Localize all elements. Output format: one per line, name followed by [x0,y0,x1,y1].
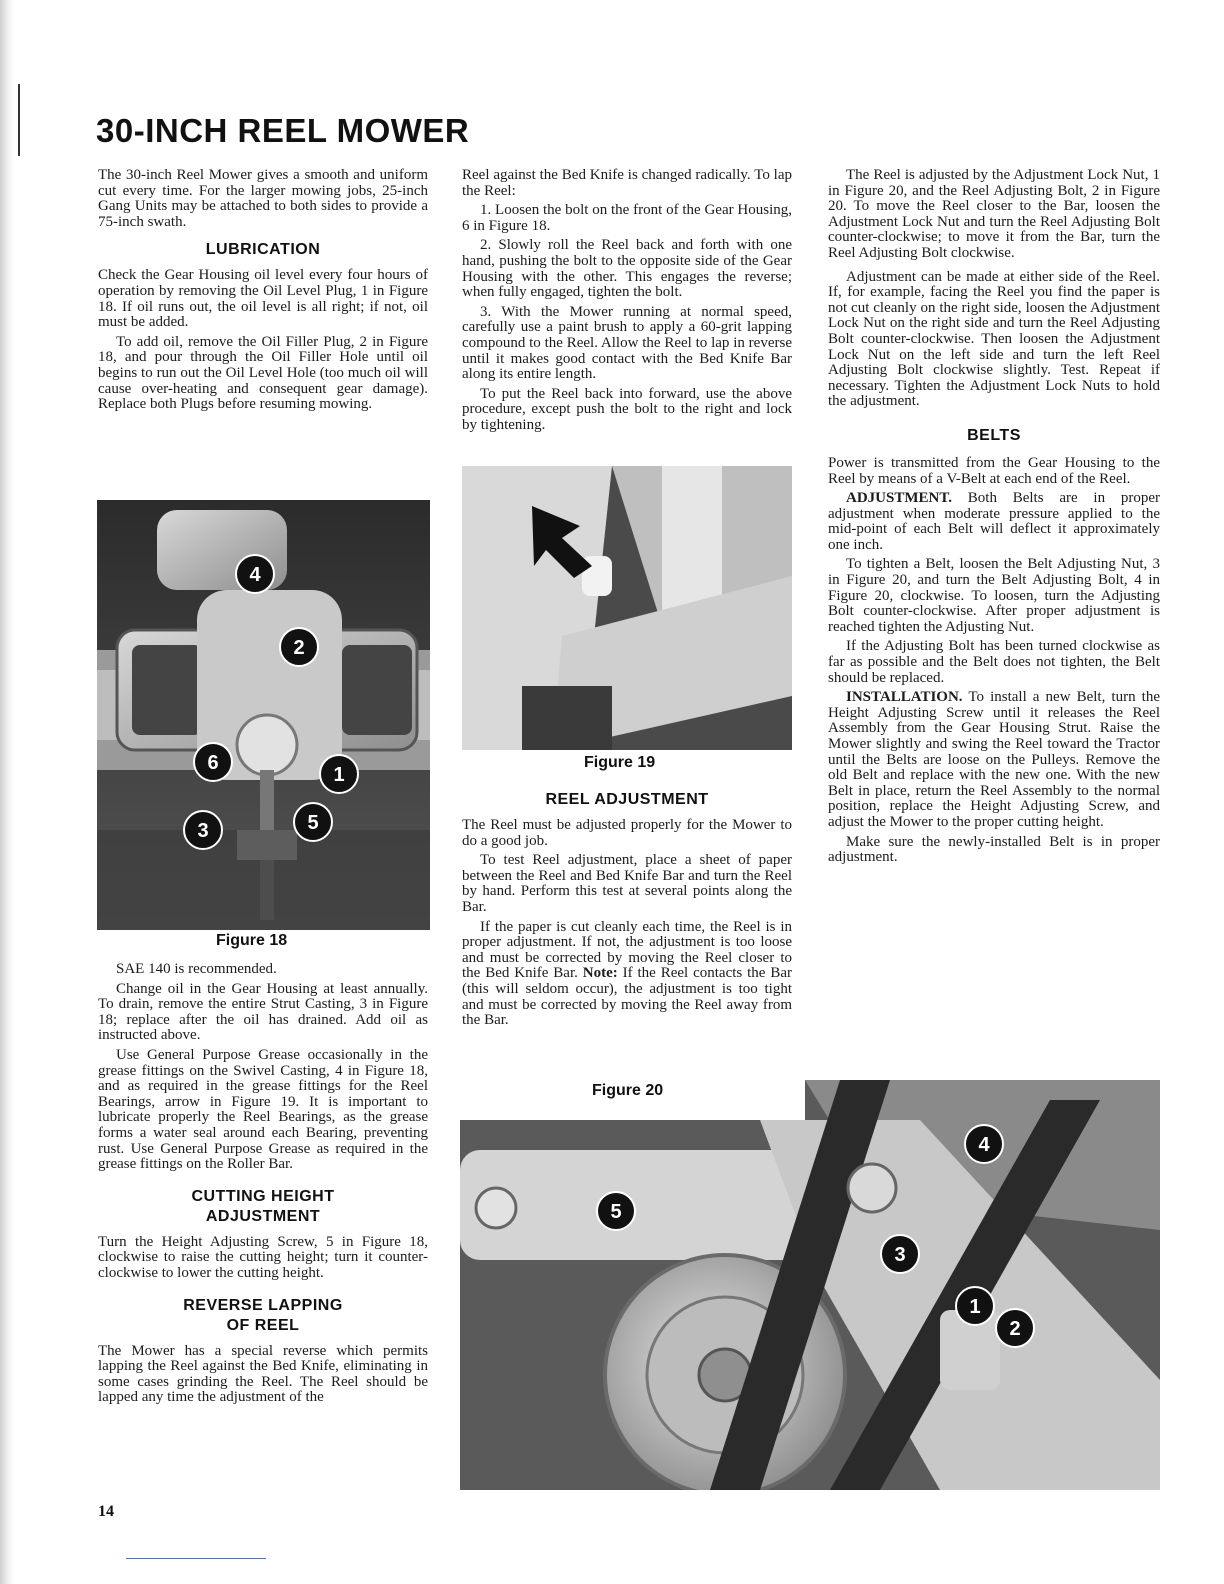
callout-1 [320,755,358,793]
figure-18-caption: Figure 18 [216,932,288,949]
reel-adjustment-paragraph-3b: If the Reel contacts the Bar (this will seldom occur), the adjustment is too tight and must be corrected by moving the Reel away from the Bar. [462,965,792,1029]
callout-1 [956,1287,994,1325]
fig20-callout-4-label: 4 [978,1134,990,1156]
forward-paragraph: To put the Reel back into forward, use the above procedure, except push the bolt to the right and lock by tightening. [462,385,792,433]
belts-adjustment-paragraph [828,491,1160,553]
continued-paragraph: Reel against the Bed Knife is changed radically. To lap the Reel: [462,167,792,199]
sae-paragraph: SAE 140 is recommended. [116,961,277,977]
column-3 [828,168,1160,870]
cutting-height-heading-line-1: CUTTING HEIGHT [191,1187,335,1205]
callout-2 [996,1309,1034,1347]
fig20-callout-1-label: 1 [969,1296,981,1318]
belts-installation-paragraph [828,690,1160,830]
column-1-lower [98,962,428,1410]
callout-3 [184,811,222,849]
callout-2-label: 2 [293,637,305,659]
fig20-callout-5-label: 5 [610,1201,622,1223]
page-binding-edge [0,0,14,1584]
figure-20-caption: Figure 20 [592,1082,664,1099]
column-2-lower [462,788,792,1033]
fig20-callout-3-label: 3 [894,1244,906,1266]
reel-adjustment-paragraph-1: The Reel must be adjusted properly for the Mower to do a good job. [462,817,792,849]
reel-adjustment-heading: REEL ADJUSTMENT [545,791,709,808]
belts-paragraph-1: Power is transmitted from the Gear Housing to the Reel by means of a V-Belt at each end of the Reel. [828,454,1160,487]
page-number: 14 [98,1503,114,1520]
binding-mark [18,84,20,156]
change-oil-paragraph: Change oil in the Gear Housing at least annually. To drain, remove the entire Strut Casting, 3 in Figure 18; replace after the oil has drained. Add oil as instructed above. [98,980,428,1044]
reverse-lapping-heading-line-1: REVERSE LAPPING [183,1296,343,1314]
figure-19-caption: Figure 19 [584,754,656,771]
fig20-callout-2-label: 2 [1009,1318,1021,1340]
callout-2 [280,628,318,666]
installation-label: INSTALLATION. [846,689,963,706]
grease-paragraph: Use General Purpose Grease occasionally in the grease fittings on the Swivel Casting, 4 in Figure 18, and as required in the grease fittings for the Reel Bearings, arrow in Figure 19. It is important to lubricate properly the Reel Bearings, as the grease forms a water seal around each Bearing, preventing rust. Use General Purpose Grease as required in the grease fittings on the Roller Bar. [98,1046,428,1173]
note-label: Note: [582,965,618,982]
column-1 [98,168,428,417]
belts-paragraph-3: To tighten a Belt, loosen the Belt Adjusting Nut, 3 in Figure 20, and turn the Belt Adjusting Bolt, 4 in Figure 20, clockwise. To loosen, turn the Adjusting Bolt counter-clockwise. After proper adjustment is reached tighten the Adjusting Nut. [828,556,1160,635]
cutting-height-heading-line-2: ADJUSTMENT [205,1207,321,1225]
lapping-step-3: 3. With the Mower running at normal speed, carefully use a paint brush to apply a 60-grit lapping compound to the Reel. Allow the Reel to lap in reverse until it makes good contact with the Bed Knife Bar along its entire length. [462,303,792,383]
callout-6-label: 6 [207,752,219,774]
callout-4 [965,1125,1003,1163]
lapping-step-2: 2. Slowly roll the Reel back and forth with one hand, pushing the bolt to the opposite side of the Gear Housing with the other. This engages the reverse; when fully engaged, tighten the bolt. [462,237,792,301]
callout-3-label: 3 [197,820,209,842]
callout-4 [236,555,274,593]
callout-5 [294,803,332,841]
lapping-step-1: 1. Loosen the bolt on the front of the Gear Housing, 6 in Figure 18. [462,202,792,234]
cutting-height-paragraph: Turn the Height Adjusting Screw, 5 in Figure 18, clockwise to raise the cutting height; turn it counter-clockwise to lower the cutting height. [98,1233,428,1281]
reel-adjustment-paragraph-3 [462,920,792,1029]
adjustment-label: ADJUSTMENT. [846,490,952,507]
footer-rule [126,1558,266,1559]
reel-adjustment-paragraph-2: To test Reel adjustment, place a sheet of paper between the Reel and Bed Knife Bar and turn the Reel by hand. Perform this test at several points along the Bar. [462,852,792,915]
belts-paragraph-2: Both Belts are in proper adjustment when moderate pressure applied to the mid-point of each Belt will deflect it approximately one inch. [828,490,1160,553]
reel-adjustment-paragraph-3a: If the paper is cut cleanly each time, the Reel is in proper adjustment. If not, the adjustment is too loose and must be corrected by moving the Reel closer to the Bed Knife Bar. [462,918,792,982]
callout-5-label: 5 [307,812,319,834]
lubrication-heading: LUBRICATION [205,241,321,259]
cutting-height-heading [98,1187,428,1227]
callout-1-label: 1 [333,764,345,786]
figure-19-photo [462,466,792,750]
belts-paragraph-4: If the Adjusting Bolt has been turned clockwise as far as possible and the Belt does not tighten, the Belt should be replaced. [828,638,1160,686]
reverse-lapping-heading [98,1296,428,1336]
lubrication-paragraph-2: To add oil, remove the Oil Filler Plug, 2 in Figure 18, and pour through the Oil Filler Hole until oil begins to run out the Oil Level Hole (too much oil will cause over-heating and consequent gear damage). Replace both Plugs before resuming mowing. [98,333,428,413]
belts-paragraph-6: Make sure the newly-installed Belt is in proper adjustment. [828,833,1160,866]
reel-adjust-paragraph-1: The Reel is adjusted by the Adjustment Lock Nut, 1 in Figure 20, and the Reel Adjusting Bolt, 2 in Figure 20. To move the Reel closer to the Bar, loosen the Adjustment Lock Nut and turn the Reel Adjusting Bolt counter-clockwise; to move it from the Bar, turn the Reel Adjusting Bolt clockwise. [828,167,1160,261]
belts-paragraph-5: To install a new Belt, turn the Height Adjusting Screw until it releases the Reel Assembly from the Gear Housing Strut. Raise the Mower slightly and swing the Reel toward the Tractor until the Belts are loose on the Pulleys. Remove the old Belt and replace with the new one. With the new Belt in place, return the Reel Assembly to the normal position, replace the Height Adjusting Screw, and adjust the Mower to the proper cutting height. [828,689,1160,830]
callout-5 [597,1192,635,1230]
page-title: 30-INCH REEL MOWER [96,112,470,149]
column-2 [462,168,792,438]
figure-18-photo [97,500,430,930]
reel-adjust-paragraph-2: Adjustment can be made at either side of the Reel. If, for example, facing the Reel you find the paper is not cut cleanly on the right side, loosen the Adjustment Lock Nut on the right side and turn the Reel Adjusting Bolt counter-clockwise. Then loosen the Adjustment Lock Nut on the left side and turn the left Reel Adjusting Bolt clockwise slightly. Test. Repeat if necessary. Tighten the Adjustment Lock Nuts to hold the adjustment. [828,268,1160,410]
belts-heading: BELTS [967,426,1021,444]
reverse-lapping-heading-line-2: OF REEL [226,1316,300,1334]
callout-4-label: 4 [249,564,261,586]
callout-6 [194,743,232,781]
intro-paragraph: The 30-inch Reel Mower gives a smooth and uniform cut every time. For the larger mowing jobs, 25-inch Gang Units may be attached to both sides to provide a 75-inch swath. [98,167,428,230]
lubrication-paragraph-1: Check the Gear Housing oil level every four hours of operation by removing the Oil Level Plug, 1 in Figure 18. If oil runs out, the oil level is all right; if not, oil must be added. [98,267,428,331]
reverse-lapping-paragraph: The Mower has a special reverse which permits lapping the Reel against the Bed Knife, eliminating in some cases grinding the Reel. The Reel should be lapped any time the adjustment of the [98,1342,428,1406]
callout-3 [881,1235,919,1273]
figure-20-photo [460,1080,1160,1490]
